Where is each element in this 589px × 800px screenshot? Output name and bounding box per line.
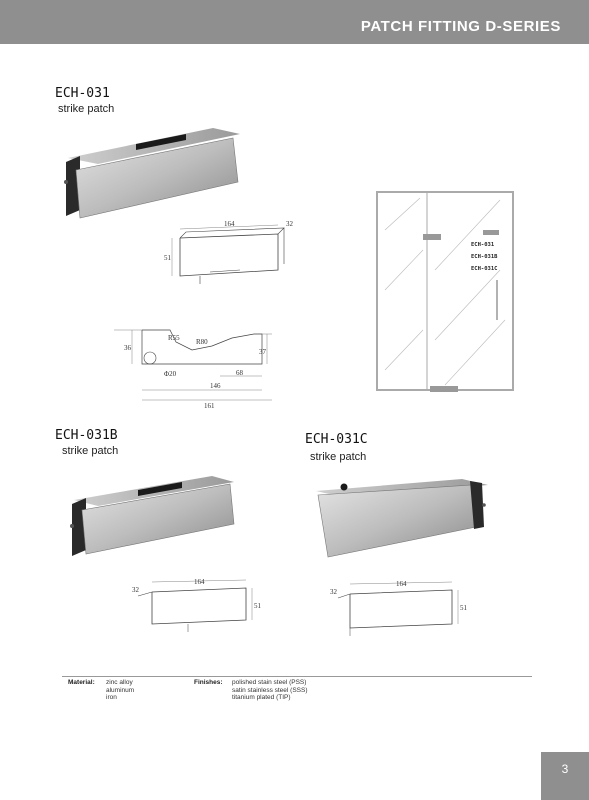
- material-list: [106, 679, 134, 702]
- dim-161: 161: [204, 402, 215, 410]
- dimension-drawing-031: [160, 220, 300, 290]
- material-item: zinc alloy: [106, 679, 133, 686]
- door-label-031: ECH-031: [471, 242, 495, 248]
- header-bar: [0, 0, 589, 44]
- dim-031c-length: 164: [396, 580, 407, 588]
- dim-031b-depth: 32: [132, 586, 139, 594]
- dim-36: 36: [124, 344, 131, 352]
- dim-031c-height: 51: [460, 604, 467, 612]
- footer-divider: [62, 676, 532, 677]
- finishes-list: [232, 679, 308, 702]
- door-diagram: [375, 190, 515, 395]
- door-label-031c: ECH-031C: [471, 266, 498, 272]
- product-code-031: ECH-031: [55, 86, 110, 101]
- page-number: 3: [561, 762, 569, 776]
- dim-031-length: 164: [224, 220, 235, 228]
- page-title: PATCH FITTING D-SERIES: [360, 18, 561, 35]
- dimension-drawing-031b: [128, 578, 268, 636]
- finish-item: polished stain steel (PSS): [232, 679, 307, 686]
- dimension-drawing-031c: [330, 580, 470, 638]
- dim-68: 68: [236, 369, 243, 377]
- door-label-031b: ECH-031B: [471, 254, 498, 260]
- material-item: iron: [106, 694, 117, 701]
- dim-031-depth: 32: [286, 220, 293, 228]
- dim-031c-depth: 32: [330, 588, 337, 596]
- product-code-031c: ECH-031C: [305, 432, 368, 447]
- dim-r55: R55: [168, 334, 180, 342]
- dim-031b-height: 51: [254, 602, 261, 610]
- page-number-box: [541, 752, 589, 800]
- product-code-031b: ECH-031B: [55, 428, 118, 443]
- dim-r80: R80: [196, 338, 208, 346]
- product-photo-031c: [312, 475, 492, 565]
- dim-37: 37: [259, 348, 266, 356]
- dim-phi20: Φ20: [164, 370, 177, 378]
- product-photo-031b: [62, 470, 242, 560]
- product-subtitle-031b: strike patch: [62, 445, 119, 457]
- dim-031b-length: 164: [194, 578, 205, 586]
- finish-item: titanium plated (TIP): [232, 694, 291, 701]
- product-subtitle-031: strike patch: [58, 103, 115, 115]
- product-photo-031: [58, 120, 248, 220]
- dim-146: 146: [210, 382, 221, 390]
- material-label: Material:: [68, 679, 95, 686]
- material-item: aluminum: [106, 686, 135, 694]
- dim-031-height: 51: [164, 254, 171, 262]
- product-subtitle-031c: strike patch: [310, 451, 367, 463]
- cutout-drawing: [112, 328, 287, 410]
- finishes-label: Finishes:: [194, 679, 223, 686]
- finish-item: satin stainless steel (SSS): [232, 686, 308, 694]
